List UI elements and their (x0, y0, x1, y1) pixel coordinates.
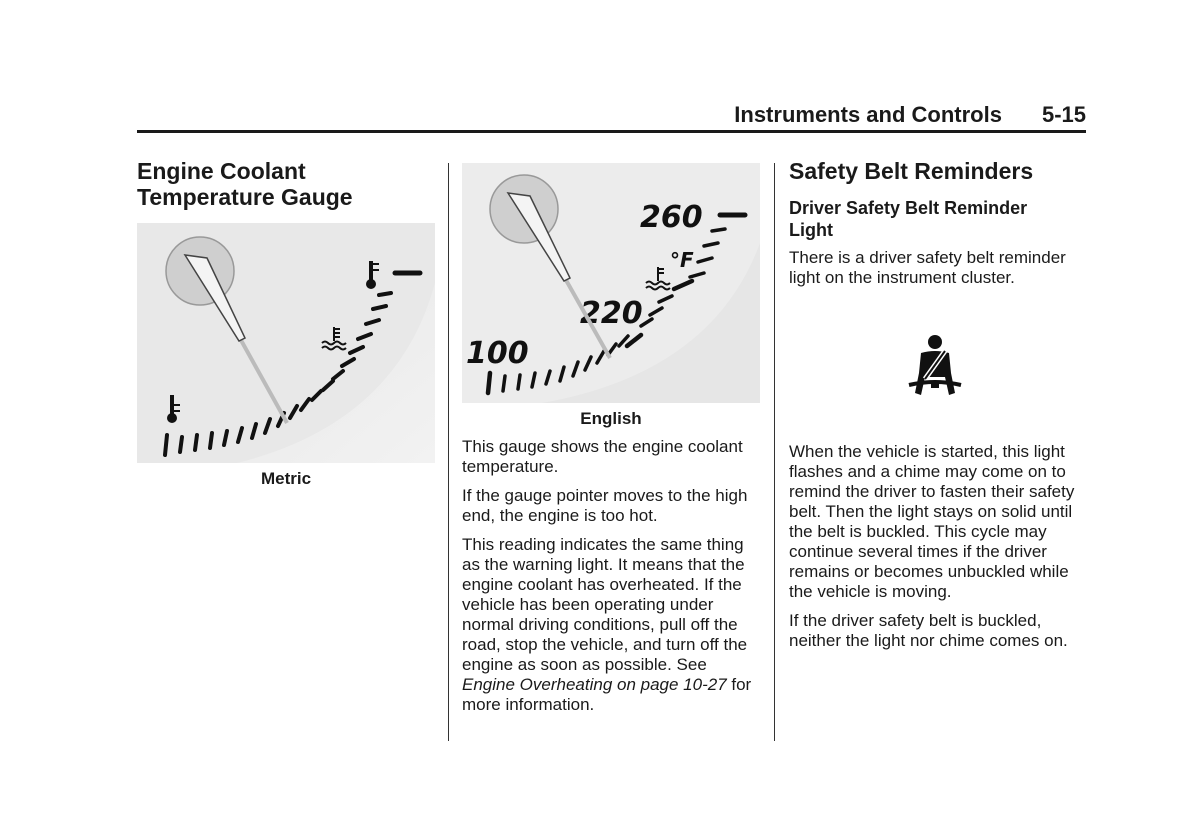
title-line: Temperature Gauge (137, 184, 353, 210)
paragraph (462, 535, 760, 715)
metric-caption: Metric (260, 469, 312, 488)
subtitle-line: Driver Safety Belt Reminder (789, 198, 1028, 218)
gauge-label-mid: 220 (580, 296, 643, 331)
gauge-label-high: 260 (640, 200, 703, 235)
title-line: Engine Coolant (137, 158, 306, 184)
left-column (137, 158, 435, 489)
metric-gauge-illustration (137, 223, 435, 463)
gauge-unit-label: °F (670, 248, 694, 272)
middle-column (462, 163, 760, 715)
paragraph-text: This reading indicates the same thing as the warning light. It means that the engine coolant has overheated. If the vehicle has been operating under normal driving conditions, pull off the road, stop the vehicle, and turn off the engine as soon as possible. See (462, 535, 748, 674)
safety-belt-icon (905, 333, 965, 399)
paragraph: If the driver safety belt is buckled, neither the light nor chime comes on. (789, 611, 1068, 650)
cross-reference-link[interactable]: Engine Overheating on page 10-27 (462, 675, 727, 694)
gauge-label-low: 100 (466, 336, 529, 371)
page-header (137, 100, 1086, 133)
subsection-title (789, 197, 1087, 241)
section-title: Instruments and Controls (734, 102, 1002, 127)
right-column (789, 158, 1087, 651)
gauge-section-title (137, 158, 435, 210)
english-gauge-illustration (462, 163, 760, 403)
paragraph-text: for more information. (462, 675, 752, 714)
column-divider (774, 163, 775, 741)
paragraph: When the vehicle is started, this light flashes and a chime may come on to remind the driver to fasten their safety belt. Then the light stays on solid until the belt is buckled. This cycle may continue several times if the driver remains or becomes unbuckled while the vehicle is moving. (789, 442, 1075, 601)
subtitle-line: Light (789, 220, 833, 240)
english-caption: English (580, 409, 642, 428)
paragraph: There is a driver safety belt reminder light on the instrument cluster. (789, 248, 1066, 287)
safety-belt-section-title: Safety Belt Reminders (789, 158, 1034, 184)
page-number: 5-15 (1041, 102, 1086, 127)
column-divider (448, 163, 449, 741)
paragraph: If the gauge pointer moves to the high end, the engine is too hot. (462, 486, 748, 525)
paragraph: This gauge shows the engine coolant temperature. (462, 437, 743, 476)
